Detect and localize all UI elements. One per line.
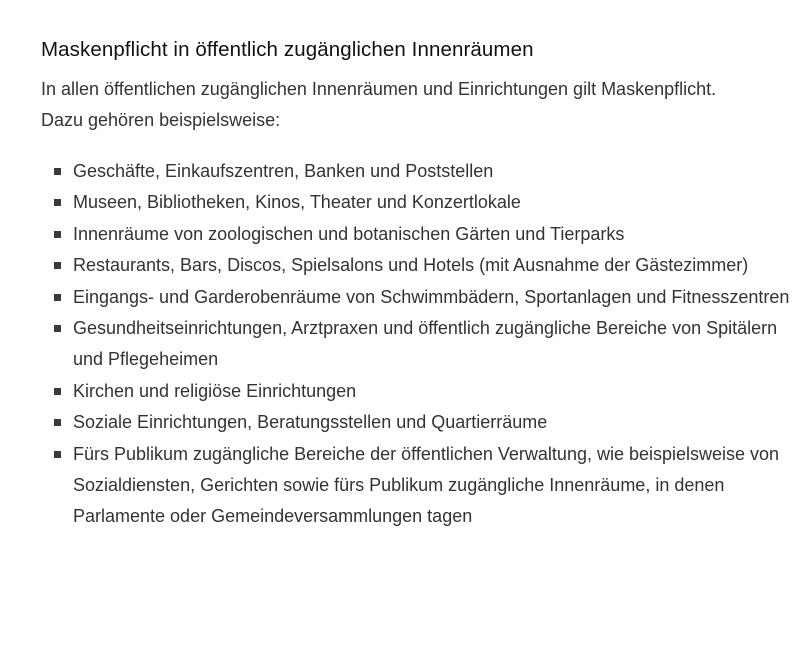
list-item-text: Fürs Publikum zugängliche Bereiche der öffentlichen Verwaltung, wie beispielsweise von Sozialdiensten, Gerichten sowie fürs Publikum zugängliche Innenräume, in denen Parlamente oder Gemeindeversammlungen tagen <box>73 443 780 527</box>
square-bullet-icon <box>54 168 61 175</box>
square-bullet-icon <box>54 388 61 395</box>
list-item-text: Museen, Bibliotheken, Kinos, Theater und Konzertlokale <box>73 192 521 213</box>
list-item-text: Eingangs- und Garderobenräume von Schwimmbädern, Sportanlagen und Fitnesszentren <box>73 286 790 307</box>
list-item <box>41 156 791 187</box>
section-heading: Maskenpflicht in öffentlich zugänglichen Innenräumen <box>41 38 534 61</box>
square-bullet-icon <box>54 325 61 332</box>
venue-list <box>41 156 791 533</box>
square-bullet-icon <box>54 231 61 238</box>
intro-paragraph: In allen öffentlichen zugänglichen Innenräumen und Einrichtungen gilt Maskenpflicht. Dazu gehören beispielsweise: <box>41 79 717 130</box>
list-item-text: Kirchen und religiöse Einrichtungen <box>73 380 357 401</box>
square-bullet-icon <box>54 262 61 269</box>
list-item-text: Soziale Einrichtungen, Beratungsstellen und Quartierräume <box>73 412 548 433</box>
list-item <box>41 313 791 376</box>
square-bullet-icon <box>54 451 61 458</box>
list-item <box>41 219 791 250</box>
list-item <box>41 376 791 407</box>
list-item-text: Restaurants, Bars, Discos, Spielsalons und Hotels (mit Ausnahme der Gästezimmer) <box>73 255 749 276</box>
square-bullet-icon <box>54 419 61 426</box>
list-item-text: Geschäfte, Einkaufszentren, Banken und Poststellen <box>73 161 494 181</box>
list-item-text: Gesundheitseinrichtungen, Arztpraxen und öffentlich zugängliche Bereiche von Spitälern und Pflegeheimen <box>73 318 778 370</box>
list-item-text: Innenräume von zoologischen und botanischen Gärten und Tierparks <box>73 223 625 244</box>
list-item <box>41 250 791 281</box>
list-item <box>41 407 791 438</box>
list-item <box>41 439 791 533</box>
square-bullet-icon <box>54 199 61 206</box>
list-item <box>41 282 791 313</box>
square-bullet-icon <box>54 294 61 301</box>
list-item <box>41 187 791 218</box>
